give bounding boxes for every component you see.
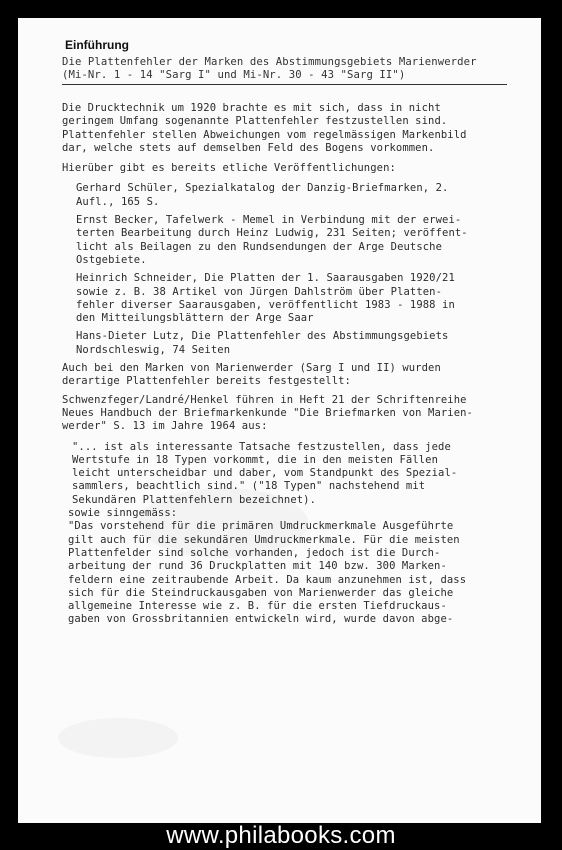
title-line-1: Die Plattenfehler der Marken des Abstimmungsgebiets Marienwerder (62, 56, 477, 68)
watermark-url: www.philabooks.com (166, 822, 396, 849)
text-line: Ostgebiete. (76, 253, 147, 266)
reference-lutz (62, 330, 524, 357)
text-line: den Mitteilungsblättern der Arge Saar (76, 312, 314, 325)
text-line: werder" S. 13 im Jahre 1964 aus: (62, 420, 268, 433)
text-line: Gerhard Schüler, Spezialkatalog der Danzig-Briefmarken, 2. (76, 182, 449, 195)
text-line: gaben von Grossbritannien entwickeln wird, wurde davon abge- (68, 613, 454, 626)
reference-becker (62, 214, 524, 267)
text-line: arbeitung der rund 36 Druckplatten mit 140 bzw. 300 Marken- (68, 560, 447, 573)
quote-first (62, 441, 524, 507)
text-line: Heinrich Schneider, Die Platten der 1. Saarausgaben 1920/21 (76, 272, 455, 285)
sinngemaess-line: sowie sinngemäss: (68, 507, 178, 520)
title-line-2: (Mi-Nr. 1 - 14 "Sarg I" und Mi-Nr. 30 - 43 "Sarg II") (62, 69, 406, 81)
title-underline (62, 84, 507, 85)
text-line: sich für die Steindruckausgaben von Marienwerder das gleiche (68, 586, 454, 599)
text-line: Die Drucktechnik um 1920 brachte es mit sich, dass in nicht (62, 102, 441, 114)
text-line: dar, welche stets auf demselben Feld des Bogens vorkommen. (62, 141, 435, 154)
text-line: sowie z. B. 38 Artikel von Jürgen Dahlström über Platten- (76, 285, 443, 298)
text-line: Hans-Dieter Lutz, Die Plattenfehler des Abstimmungsgebiets (76, 330, 449, 343)
text-line: Sekundären Plattenfehlern bezeichnet). (72, 493, 317, 506)
intro-paragraph (62, 102, 524, 155)
text-line: fehler diverser Saarausgaben, veröffentlicht 1983 - 1988 in (76, 298, 455, 311)
text-line: derartige Plattenfehler bereits festgestellt: (62, 375, 351, 388)
marienwerder-paragraph (62, 362, 524, 389)
text-line: terten Bearbeitung durch Heinz Ludwig, 231 Seiten; veröffent- (76, 227, 468, 240)
text-line: Nordschleswig, 74 Seiten (76, 343, 231, 356)
text-line: Neues Handbuch der Briefmarkenkunde "Die Briefmarken von Marien- (62, 406, 473, 419)
section-heading: Einführung (65, 38, 129, 52)
text-line: Auch bei den Marken von Marienwerder (Sarg I und II) wurden (62, 362, 441, 375)
text-line: "Das vorstehend für die primären Umdruckmerkmale Ausgeführte (68, 520, 454, 533)
text-line: geringem Umfang sogenannte Plattenfehler festzustellen sind. (62, 115, 448, 128)
publications-intro: Hierüber gibt es bereits etliche Veröffentlichungen: (62, 162, 396, 175)
text-line: "... ist als interessante Tatsache festzustellen, dass jede (72, 440, 451, 453)
text-line: leicht unterscheidbar und daber, vom Standpunkt des Spezial- (72, 467, 458, 480)
text-line: sammlers, beachtlich sind." ("18 Typen" nachstehend mit (72, 480, 426, 493)
document-title (62, 56, 522, 85)
text-line: licht als Beilagen zu den Rundsendungen der Arge Deutsche (76, 240, 443, 253)
quote-second (62, 520, 524, 626)
text-line: Plattenfelder sind solche vorhanden, jedoch ist die Durch- (68, 546, 441, 559)
text-line: Schwenzfeger/Landré/Henkel führen in Heft 21 der Schriftenreihe (62, 393, 467, 406)
text-line: gilt auch für die sekundären Umdruckmerkmale. Für die meisten (68, 533, 460, 546)
text-line: Wertstufe in 18 Typen vorkommt, die in den meisten Fällen (72, 453, 439, 466)
reference-schueler (62, 182, 524, 209)
text-line: Plattenfehler stellen Abweichungen vom regelmässigen Markenbild (62, 128, 467, 141)
text-line: feldern eine zeitraubende Arbeit. Da kaum anzunehmen ist, dass (68, 573, 467, 586)
text-line: allgemeine Interesse wie z. B. für die ersten Tiefdruckaus- (68, 600, 447, 613)
document-page (18, 18, 541, 823)
reference-schneider (62, 272, 524, 325)
text-line: Ernst Becker, Tafelwerk - Memel in Verbindung mit der erwei- (76, 214, 462, 227)
document-body (62, 102, 524, 627)
paper-smudge (58, 718, 178, 758)
text-line: Aufl., 165 S. (76, 195, 160, 208)
schwenzfeger-paragraph (62, 394, 524, 434)
